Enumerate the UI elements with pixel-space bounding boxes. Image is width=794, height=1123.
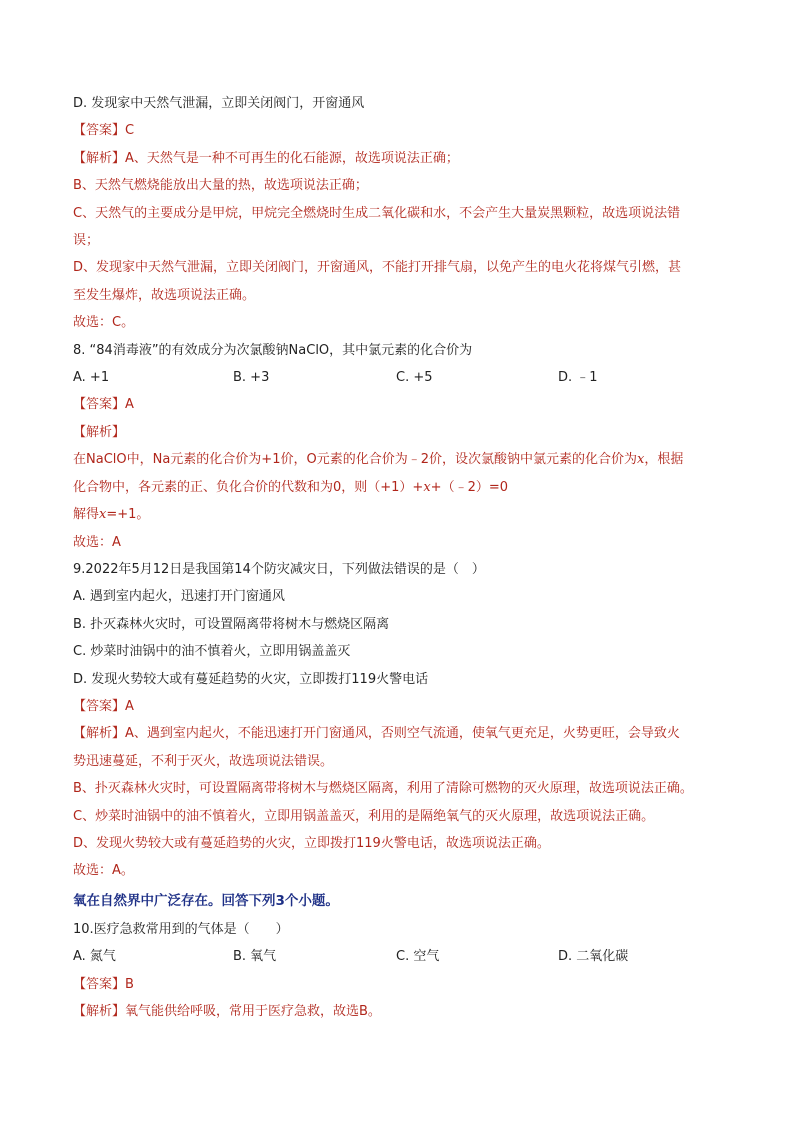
answer-value: C <box>125 123 135 139</box>
q7-answer <box>73 117 733 144</box>
answer-value: A <box>125 698 134 714</box>
q10-option-c: C. 空气 <box>396 949 440 965</box>
analysis-tag: 【解析】 <box>73 726 126 742</box>
text: 解得 <box>73 507 100 523</box>
analysis-text: A、天然气是一种不可再生的化石能源，故选项说法正确； <box>125 150 459 166</box>
q10-analysis <box>73 998 733 1025</box>
q10-option-d: D. 二氧化碳 <box>558 949 629 965</box>
q9-analysis-a1 <box>73 720 733 747</box>
q8-option-d: D. ﹣1 <box>558 370 598 386</box>
analysis-text: 氧气能供给呼吸，常用于医疗急救，故选B。 <box>125 1004 381 1019</box>
q10-option-a: A. 氮气 <box>73 949 116 965</box>
q8-analysis-line1 <box>73 446 733 473</box>
q8-answer <box>73 391 733 418</box>
q10-stem: 10.医疗急救常用到的气体是（ ） <box>73 921 289 937</box>
q7-analysis-a <box>73 145 733 172</box>
q8-analysis-tag: 【解析】 <box>73 424 126 440</box>
q10-options <box>73 943 733 970</box>
answer-tag: 【答案】 <box>73 698 126 714</box>
q7-analysis-c1: C、天然气的主要成分是甲烷，甲烷完全燃烧时生成二氧化碳和水，不会产生大量炭黑颗粒，故选项说法错 <box>73 205 681 221</box>
q7-option-d: D. 发现家中天然气泄漏，立即关闭阀门，开窗通风 <box>73 96 365 111</box>
text: =+1。 <box>106 507 150 523</box>
q10-option-b: B. 氧气 <box>233 949 277 965</box>
section-heading: 氧在自然界中广泛存在。回答下列3个小题。 <box>73 892 339 909</box>
q7-analysis-d1: D、发现家中天然气泄漏，立即关闭阀门，开窗通风，不能打开排气扇，以免产生的电火花将煤气引燃，甚 <box>73 260 682 276</box>
variable-x: x <box>99 507 107 523</box>
variable-x: x <box>423 479 431 495</box>
q8-analysis-line2 <box>73 474 733 501</box>
text: ，根据 <box>644 452 684 468</box>
q7-analysis-b: B、天然气燃烧能放出大量的热，故选项说法正确； <box>73 178 368 194</box>
q8-stem: 8. “84消毒液”的有效成分为次氯酸钠NaClO，其中氯元素的化合价为 <box>73 342 473 358</box>
q9-option-b: B. 扑灭森林火灾时，可设置隔离带将树木与燃烧区隔离 <box>73 616 390 632</box>
answer-value: B <box>125 976 134 992</box>
answer-tag: 【答案】 <box>73 397 126 413</box>
q8-solve <box>73 501 733 528</box>
q9-answer <box>73 693 733 720</box>
variable-x: x <box>636 452 645 468</box>
analysis-text: A、遇到室内起火，不能迅速打开门窗通风，否则空气流通，使氧气更充足，火势更旺，会导致火 <box>125 726 680 742</box>
answer-tag: 【答案】 <box>73 976 126 992</box>
text: 在NaClO中，Na元素的化合价为+1价，O元素的化合价为﹣2价，设次氯酸钠中氯元素的化合价为 <box>73 452 637 468</box>
text: 化合物中，各元素的正、负化合价的代数和为0，则（+1）+ <box>73 479 424 495</box>
q9-option-c: C. 炒菜时油锅中的油不慎着火，立即用锅盖盖灭 <box>73 644 351 660</box>
q9-analysis-b: B、扑灭森林火灾时，可设置隔离带将树木与燃烧区隔离，利用了清除可燃物的灭火原理，故选项说法正确。 <box>73 781 693 797</box>
answer-tag: 【答案】 <box>73 123 126 139</box>
q8-option-a: A. +1 <box>73 370 110 386</box>
q8-options <box>73 364 733 391</box>
q9-option-a: A. 遇到室内起火，迅速打开门窗通风 <box>73 589 285 605</box>
q8-option-c: C. +5 <box>396 370 433 386</box>
q7-analysis-c2: 误； <box>73 233 100 249</box>
analysis-tag: 【解析】 <box>73 150 126 166</box>
q7-analysis-d2: 至发生爆炸，故选项说法正确。 <box>73 287 256 303</box>
q8-option-b: B. +3 <box>233 370 270 386</box>
q9-stem: 9.2022年5月12日是我国第14个防灾减灾日，下列做法错误的是（ ） <box>73 561 485 577</box>
analysis-tag: 【解析】 <box>73 1004 126 1019</box>
q9-analysis-d: D、发现火势较大或有蔓延趋势的火灾，立即拨打119火警电话，故选项说法正确。 <box>73 835 550 851</box>
text: +（﹣2）=0 <box>430 479 508 495</box>
q9-option-d: D. 发现火势较大或有蔓延趋势的火灾，立即拨打119火警电话 <box>73 671 429 687</box>
q9-analysis-c: C、炒菜时油锅中的油不慎着火，立即用锅盖盖灭，利用的是隔绝氧气的灭火原理，故选项说法正确。 <box>73 808 655 824</box>
q8-conclusion: 故选：A <box>73 534 121 550</box>
answer-value: A <box>125 397 134 413</box>
document-page <box>73 90 733 1025</box>
q9-conclusion: 故选：A。 <box>73 863 134 879</box>
q7-conclusion: 故选：C。 <box>73 315 135 331</box>
q10-answer <box>73 971 733 998</box>
q9-analysis-a2: 势迅速蔓延，不利于灭火，故选项说法错误。 <box>73 753 334 769</box>
